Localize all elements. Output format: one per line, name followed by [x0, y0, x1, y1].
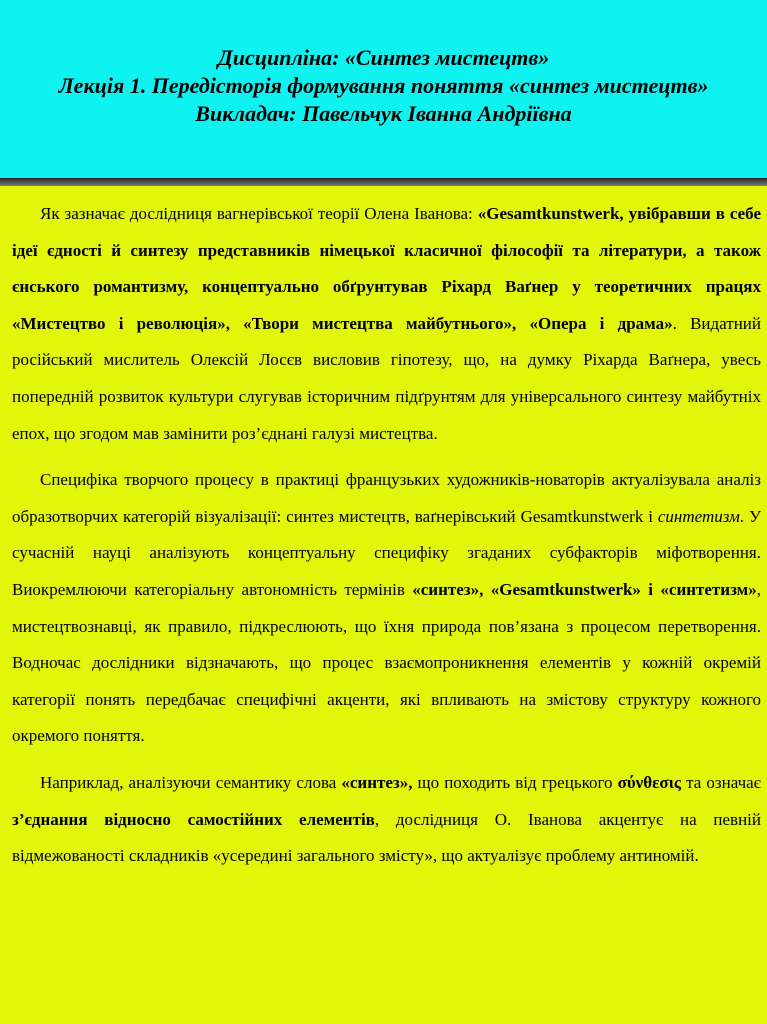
paragraph-2	[12, 462, 761, 755]
header-divider	[0, 178, 767, 186]
p1-text-2: . Видатний російський мислитель Олексій Лосєв висловив гіпотезу, що, на думку Ріхарда Ваґнера, увесь попередній розвиток культури слугував історичним підґрунтям для універсального синтезу майбутніх епох, що згодом мав замінити роз’єднані галузі мистецтва.	[12, 313, 761, 443]
p1-text-1: Як зазначає дослідниця вагнерівської теорії Олена Іванова:	[40, 204, 478, 223]
p1-bold-quote: «Gesamtkunstwerk, увібравши в себе ідеї єдності й синтезу представників німецької класичної філософії та літератури, а також єнського романтизму, концептуально обґрунтував Ріхард Ваґнер у теоретичних працях «Мистецтво і революція», «Твори мистецтва майбутнього», «Опера і драма»	[12, 204, 761, 333]
p3-greek-word: σύνθεσις	[617, 772, 682, 792]
slide-body	[12, 196, 761, 885]
p3-bold-definition: з’єднання відносно самостійних елементів	[12, 809, 375, 829]
p2-text-3: , мистецтвознавці, як правило, підкреслюють, що їхня природа пов’язана з процесом перетворення. Водночас дослідники відзначають, що процес взаємопроникнення елементів у кожній окремій категорії понять передбачає специфічні акценти, які впливають на змістову структуру кожного окремого поняття.	[12, 579, 761, 746]
p2-bold-terms: «синтез», «Gesamtkunstwerk» і «синтетизм»	[412, 579, 757, 599]
p3-bold-term: «синтез»,	[341, 772, 413, 792]
p2-text-1: Специфіка творчого процесу в практиці французьких художників-новаторів актуалізувала аналіз образотворчих категорій візуалізації: синтез мистецтв, ваґнерівський Gesamtkunstwerk і	[12, 470, 761, 526]
title-banner	[0, 0, 767, 178]
paragraph-1	[12, 196, 761, 452]
p3-text-3: та означає	[681, 772, 761, 792]
lecture-title: Лекція 1. Передісторія формування поняття «синтез мистецтв»	[58, 73, 709, 98]
paragraph-3	[12, 765, 761, 875]
p2-text-2: . У сучасній науці аналізують концептуальну специфіку згаданих субфакторів міфотворення. Виокремлюючи категоріальну автономність термінів	[12, 506, 761, 599]
p2-italic-term: синтетизм	[657, 506, 740, 526]
lecturer-name: Викладач: Павельчук Іванна Андріївна	[195, 101, 572, 126]
discipline-title: Дисципліна: «Синтез мистецтв»	[217, 45, 550, 70]
p3-text-2: що походить від грецького	[412, 772, 618, 792]
p3-text-1: Наприклад, аналізуючи семантику слова	[40, 772, 342, 792]
p3-text-4: , дослідниця О. Іванова акцентує на певній відмежованості складників «усередині загального змісту», що актуалізує проблему антиномій.	[12, 809, 761, 866]
